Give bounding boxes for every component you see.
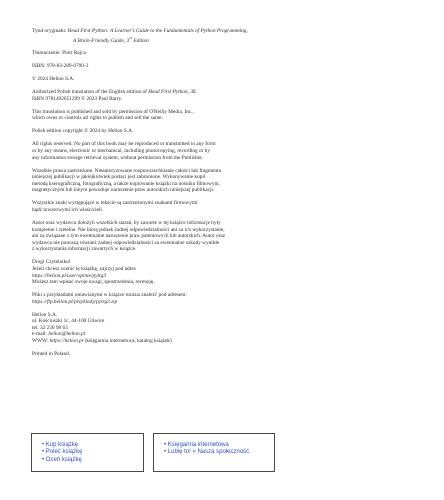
email-label: e-mail: <box>32 331 49 338</box>
rights-en <box>32 141 427 161</box>
license-line: This translation is published and sold by permission of O'Reilly Media, Inc., <box>32 108 194 115</box>
authorized-text: Authorized Polish translation of the English edition of <box>32 89 149 96</box>
www-note: (księgarnia internetowa, katalog książek) <box>83 338 172 345</box>
rights-pl-line: Wszelkie prawa zastrzeżone. Nieautoryzowane rozpowszechnianie całości lub fragmentu <box>32 167 222 174</box>
authorized-edition: , 3E <box>187 89 197 96</box>
polish-copyright: Polish edition copyright © 2024 by Helion S.A. <box>32 128 134 135</box>
buy-book-label: Kup książkę <box>45 442 79 448</box>
book-title: Head First Python <box>148 89 188 96</box>
buy-book-link[interactable] <box>42 442 143 449</box>
license-note <box>32 109 427 122</box>
recommend-book-label: Poleć książkę <box>45 449 83 456</box>
bullet: • <box>42 456 46 463</box>
rights-en-line: any information storage retrieval system, without permission from the Publisher. <box>32 154 203 161</box>
community-link[interactable] <box>164 449 274 456</box>
isbn: ISBN: 978-83-289-0700-3 <box>32 63 89 70</box>
rights-en-line: or by any means, electronic or mechanical, including photocopying, recording or by <box>32 148 210 155</box>
original-title <box>32 28 427 44</box>
license-line: which owns or controls all rights to publish and sell the same. <box>32 115 163 122</box>
reader-line: Jeżeli chcesz ocenić tę książkę, zajrzyj pod adres <box>32 265 136 272</box>
shop-links-box <box>31 433 144 472</box>
rights-pl-line: metodą kserograficzną, fotograficzną, a także kopiowanie książki na nośniku filmowym, <box>32 180 220 187</box>
reader-greeting: Drogi Czytelniku! <box>32 259 71 266</box>
recommend-book-link[interactable] <box>42 449 143 456</box>
trademarks-line: Wszystkie znaki występujące w tekście są zastrzeżonymi znakami firmowymi <box>32 200 198 207</box>
original-title-label: Tytuł oryginału: <box>32 28 67 34</box>
publisher-phone: tel. 32 230 98 63 <box>32 324 68 331</box>
original-title-text-2: A Brain-Friendly Guide, 3 <box>73 37 130 44</box>
link-boxes <box>31 433 414 472</box>
bookstore-label: Księgarnia internetowa <box>167 442 229 448</box>
www-label: WWW: <box>32 338 50 345</box>
original-isbn: ISBN 9781492051299 © 2023 Paul Barry. <box>32 95 123 102</box>
translator: Tłumaczenie: Piotr Rajca <box>32 50 86 57</box>
disclaimer <box>32 220 427 253</box>
community-links-box <box>153 433 275 472</box>
trademarks-line: bądź towarowymi ich właścicieli. <box>32 206 104 213</box>
reader-note <box>32 259 427 285</box>
publisher-address: ul. Kościuszki 1c, 44-100 Gliwice <box>32 318 105 325</box>
publisher-email[interactable]: helion@helion.pl <box>48 331 86 338</box>
authorized-translation <box>32 89 427 102</box>
trademarks <box>32 200 427 213</box>
review-url[interactable]: https://helion.pl/user/opinie/pytrg3 <box>32 272 107 279</box>
copyright-page <box>32 28 427 364</box>
bullet: • <box>42 449 46 456</box>
disclaimer-line: wydawca nie ponoszą również żadnej odpowiedzialności za ewentualne szkody wynikłe <box>32 239 220 246</box>
examples-url[interactable]: https://ftp.helion.pl/przyklady/pytrg3.zip <box>32 298 118 305</box>
rights-pl <box>32 168 427 194</box>
disclaimer-line: ani za związane z tym ewentualne naruszenie praw patentowych lub autorskich. Autor oraz <box>32 233 226 240</box>
rights-pl-line: magnetycznym lub innym powoduje naruszenie praw autorskich niniejszej publikacji. <box>32 187 215 194</box>
rate-book-link[interactable] <box>42 457 143 464</box>
original-title-text: Head First Python: A Learner's Guide to the Fundamentals of Python Programming, <box>67 28 248 34</box>
disclaimer-line: kompletne i rzetelne. Nie biorą jednak żadnej odpowiedzialności ani za ich wykorzystanie, <box>32 226 225 233</box>
examples-line: Pliki z przykładami omawianymi w książce można znaleźć pod adresem: <box>32 292 187 299</box>
edition-superscript: rd <box>129 35 133 40</box>
rights-pl-line: niniejszej publikacji w jakiejkolwiek postaci jest zabronione. Wykonywanie kopii <box>32 174 206 181</box>
reader-line: Możesz tam wpisać swoje uwagi, spostrzeżenia, recenzję. <box>32 279 155 286</box>
disclaimer-line: Autor oraz wydawca dołożyli wszelkich starań, by zawarte w tej książce informacje były <box>32 219 221 226</box>
publisher-www[interactable]: https://helion.pl <box>49 338 84 345</box>
community-label: Lubię to! » Nasza społeczność <box>167 449 250 456</box>
original-title-edition: Edition <box>132 37 149 44</box>
disclaimer-line: z wykorzystania informacji zawartych w książce. <box>32 246 137 253</box>
bookstore-link[interactable] <box>164 442 274 449</box>
bullet: • <box>164 442 168 448</box>
rate-book-label: Oceń książkę <box>45 456 82 463</box>
examples-note <box>32 292 427 305</box>
bullet: • <box>42 442 46 448</box>
publisher-info <box>32 312 427 345</box>
rights-en-line: All rights reserved. No part of this book may be reproduced or transmitted in any form <box>32 141 216 148</box>
copyright-helion: © 2024 Helion S.A. <box>32 76 75 83</box>
publisher-name: Helion S.A. <box>32 311 58 318</box>
bullet: • <box>164 449 168 456</box>
printed-in: Printed in Poland. <box>32 351 71 358</box>
